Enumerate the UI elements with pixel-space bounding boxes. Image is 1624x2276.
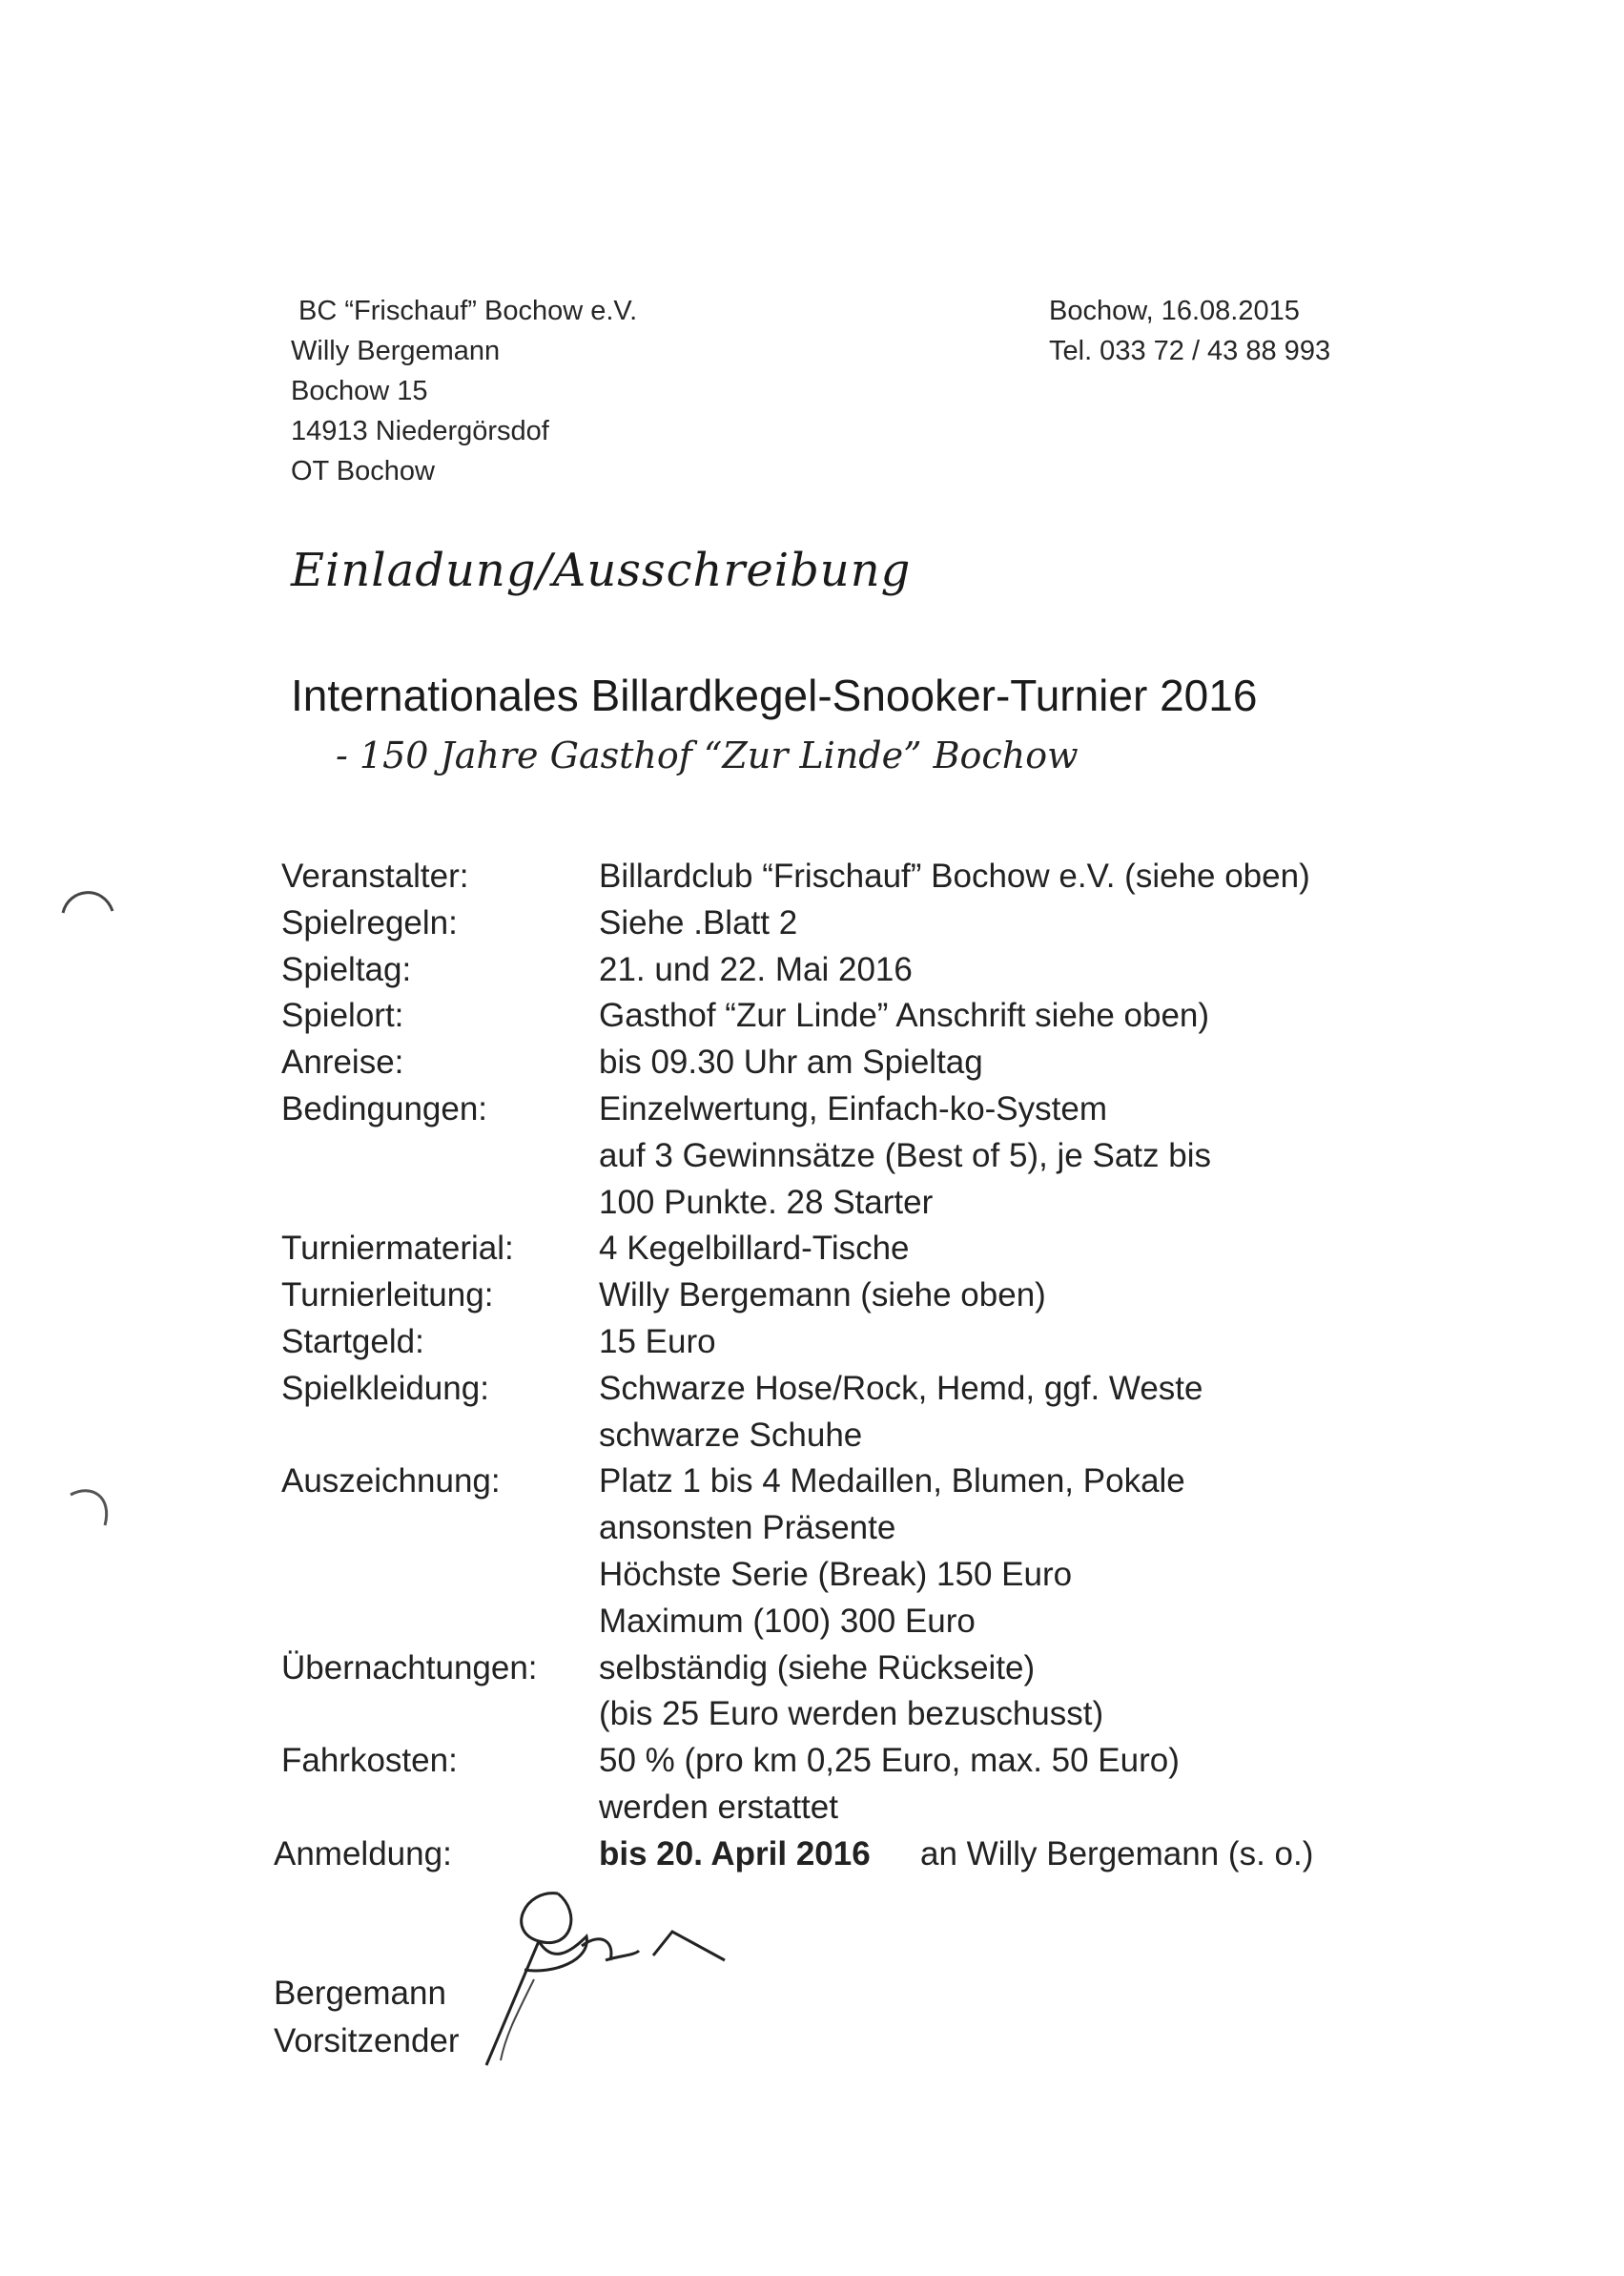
detail-label: Anreise: [281, 1044, 404, 1082]
detail-label: Startgeld: [281, 1323, 424, 1360]
document-heading: Einladung/Ausschreibung [291, 544, 912, 597]
detail-label: Veranstalter: [281, 858, 469, 895]
detail-value: Maximum (100) 300 Euro [599, 1602, 976, 1640]
registration-deadline: bis 20. April 2016 [599, 1834, 871, 1873]
detail-label: Fahrkosten: [281, 1742, 458, 1780]
handwritten-signature [448, 1874, 753, 2084]
tournament-subtitle: - 150 Jahre Gasthof “Zur Linde” Bochow [336, 735, 1079, 776]
detail-label: Bedingungen: [281, 1090, 488, 1128]
sender-name: BC “Frischauf” Bochow e.V. [298, 296, 638, 326]
detail-label: Spielort: [281, 997, 404, 1035]
registration-recipient: an Willy Bergemann (s. o.) [920, 1834, 1314, 1873]
detail-value: 100 Punkte. 28 Starter [599, 1183, 934, 1221]
detail-label: Auszeichnung: [281, 1462, 501, 1500]
sender-person: Willy Bergemann [291, 336, 501, 366]
place-date: Bochow, 16.08.2015 [1049, 296, 1300, 326]
sender-district: OT Bochow [291, 456, 435, 486]
detail-value: ansonsten Präsente [599, 1509, 896, 1547]
signatory-name: Bergemann [274, 1975, 446, 2012]
date-block [1049, 291, 1330, 371]
detail-value: Einzelwertung, Einfach-ko-System [599, 1090, 1107, 1128]
detail-value: selbständig (siehe Rückseite) [599, 1648, 1036, 1686]
signature-block [274, 1970, 460, 2065]
phone-number: Tel. 033 72 / 43 88 993 [1049, 336, 1331, 366]
detail-value: bis 09.30 Uhr am Spieltag [599, 1044, 983, 1082]
detail-value: 15 Euro [599, 1323, 716, 1360]
detail-value: Billardclub “Frischauf” Bochow e.V. (siehe oben) [599, 858, 1310, 895]
detail-value: auf 3 Gewinnsätze (Best of 5), je Satz bis [599, 1136, 1211, 1174]
punch-hole-mark-bottom [63, 1483, 120, 1541]
sender-address [291, 291, 637, 491]
detail-value: (bis 25 Euro werden bezuschusst) [599, 1695, 1104, 1733]
detail-value: Schwarze Hose/Rock, Hemd, ggf. Weste [599, 1369, 1203, 1407]
detail-value: Höchste Serie (Break) 150 Euro [599, 1555, 1073, 1593]
sender-city: 14913 Niedergörsdof [291, 416, 549, 446]
detail-label: Turniermaterial: [281, 1230, 514, 1268]
detail-value: schwarze Schuhe [599, 1416, 863, 1454]
detail-label: Spielkleidung: [281, 1369, 489, 1407]
sender-street: Bochow 15 [291, 376, 428, 406]
detail-value: Gasthof “Zur Linde” Anschrift siehe oben) [599, 997, 1210, 1035]
detail-label: Turnierleitung: [281, 1276, 494, 1314]
detail-label: Spielregeln: [281, 903, 458, 941]
detail-value: Platz 1 bis 4 Medaillen, Blumen, Pokale [599, 1462, 1185, 1500]
punch-hole-mark-top [55, 882, 122, 921]
detail-value: Willy Bergemann (siehe oben) [599, 1276, 1046, 1314]
detail-label: Spieltag: [281, 950, 412, 988]
tournament-title: Internationales Billardkegel-Snooker-Turnier 2016 [291, 671, 1258, 720]
detail-value: 4 Kegelbillard-Tische [599, 1230, 910, 1268]
detail-value: 21. und 22. Mai 2016 [599, 950, 913, 988]
detail-value: 50 % (pro km 0,25 Euro, max. 50 Euro) [599, 1742, 1180, 1780]
registration-label: Anmeldung: [274, 1834, 452, 1873]
detail-value: Siehe .Blatt 2 [599, 903, 798, 941]
detail-label: Übernachtungen: [281, 1648, 538, 1686]
signatory-role: Vorsitzender [274, 2022, 460, 2059]
detail-value: werden erstattet [599, 1788, 838, 1826]
